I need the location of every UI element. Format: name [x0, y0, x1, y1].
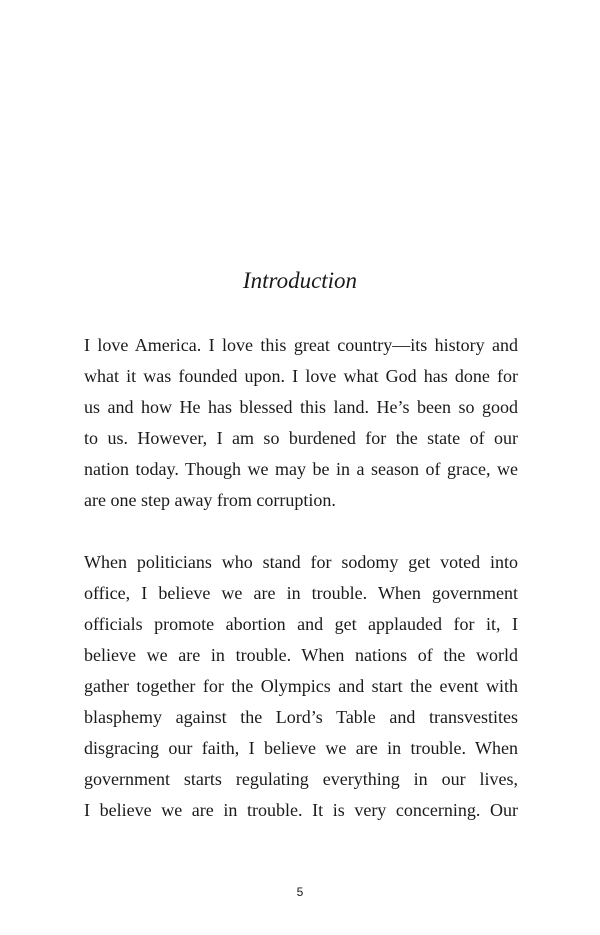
text-line: I love America. I love this great country—its history and	[84, 335, 518, 355]
text-line: When politicians who stand for sodomy get voted into	[84, 552, 518, 572]
text-line: believe we are in trouble. When nations of the world	[84, 645, 518, 665]
text-line: I believe we are in trouble. It is very concerning. Our	[84, 800, 518, 820]
text-line: nation today. Though we may be in a season of grace, we	[84, 459, 518, 479]
text-line: what it was founded upon. I love what God has done for	[84, 366, 518, 386]
text-line: gather together for the Olympics and start the event with	[84, 676, 518, 696]
text-line: office, I believe we are in trouble. When government	[84, 583, 518, 603]
text-line: us and how He has blessed this land. He’s been so good	[84, 397, 518, 417]
text-line: government starts regulating everything in our lives,	[84, 769, 518, 789]
chapter-title: Introduction	[242, 268, 358, 293]
text-line: to us. However, I am so burdened for the state of our	[84, 428, 518, 448]
paragraph-1	[84, 330, 518, 516]
page-number: 5	[296, 885, 304, 899]
body-text	[84, 330, 518, 826]
text-line: disgracing our faith, I believe we are in trouble. When	[84, 738, 518, 758]
text-line: officials promote abortion and get applauded for it, I	[84, 614, 518, 634]
paragraph-2	[84, 547, 518, 826]
text-line: blasphemy against the Lord’s Table and transvestites	[84, 707, 518, 727]
text-line: are one step away from corruption.	[84, 490, 336, 510]
